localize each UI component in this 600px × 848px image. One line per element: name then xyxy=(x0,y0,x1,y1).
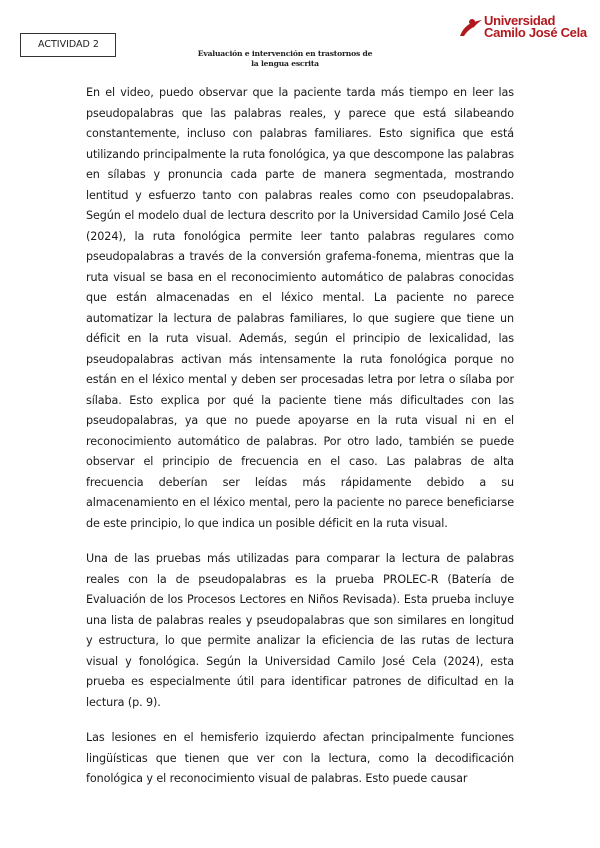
university-logo xyxy=(458,14,588,44)
activity-label: ACTIVIDAD 2 xyxy=(20,33,116,57)
document-body xyxy=(86,83,514,805)
body-paragraph: En el video, puedo observar que la paciente tarda más tiempo en leer las pseudopalabras que las palabras reales, y parece que está silabeando constantemente, incluso con palabras familiares. Esto significa que está utilizando principalmente la ruta fonológica, ya que descompone las palabras en sílabas y pronuncia cada parte de manera segmentada, mostrando lentitud y esfuerzo tanto con palabras reales como con pseudopalabras. Según el modelo dual de lectura descrito por la Universidad Camilo José Cela (2024), la ruta fonológica permite leer tanto palabras regulares como pseudopalabras a través de la conversión grafema-fonema, mientras que la ruta visual se basa en el reconocimiento automático de palabras conocidas que están almacenadas en el léxico mental. La paciente no parece automatizar la lectura de palabras familiares, lo que sugiere que tiene un déficit en la ruta visual. Además, según el principio de lexicalidad, las pseudopalabras activan más intensamente la ruta fonológica porque no están en el léxico mental y deben ser procesadas letra por letra o sílaba por sílaba. Esto explica por qué la paciente tiene más dificultades con las pseudopalabras, ya que no puede apoyarse en la ruta visual ni en el reconocimiento automático de palabras. Por otro lado, también se puede observar el principio de frecuencia en el caso. Las palabras de alta frecuencia deberían ser leídas más rápidamente debido a su almacenamiento en el léxico mental, pero la paciente no parece beneficiarse de este principio, lo que indica un posible déficit en la ruta visual. xyxy=(86,86,514,530)
body-paragraph: Las lesiones en el hemisferio izquierdo afectan principalmente funciones lingüísticas que tienen que ver con la lectura, como la decodificación fonológica y el reconocimiento visual de palabras. Esto puede causar xyxy=(86,731,514,785)
body-paragraph: Una de las pruebas más utilizadas para comparar la lectura de palabras reales con la de pseudopalabras es la prueba PROLEC-R (Batería de Evaluación de los Procesos Lectores en Niños Revisada). Esta prueba incluye una lista de palabras reales y pseudopalabras que son similares en longitud y estructura, lo que permite analizar la eficiencia de las rutas de lectura visual y fonológica. Según la Universidad Camilo José Cela (2024), esta prueba es especialmente útil para identificar patrones de dificultad en la lectura (p. 9). xyxy=(86,552,514,709)
logo-line-1: Universidad xyxy=(484,13,556,28)
university-emblem-icon xyxy=(458,16,484,38)
document-title-line-1: Evaluación e intervención en trastornos de xyxy=(197,49,373,58)
document-title-line-2: la lengua escrita xyxy=(251,59,319,68)
logo-line-2: Camilo José Cela xyxy=(484,25,587,40)
university-logo-text xyxy=(484,15,587,39)
document-title xyxy=(180,49,390,69)
